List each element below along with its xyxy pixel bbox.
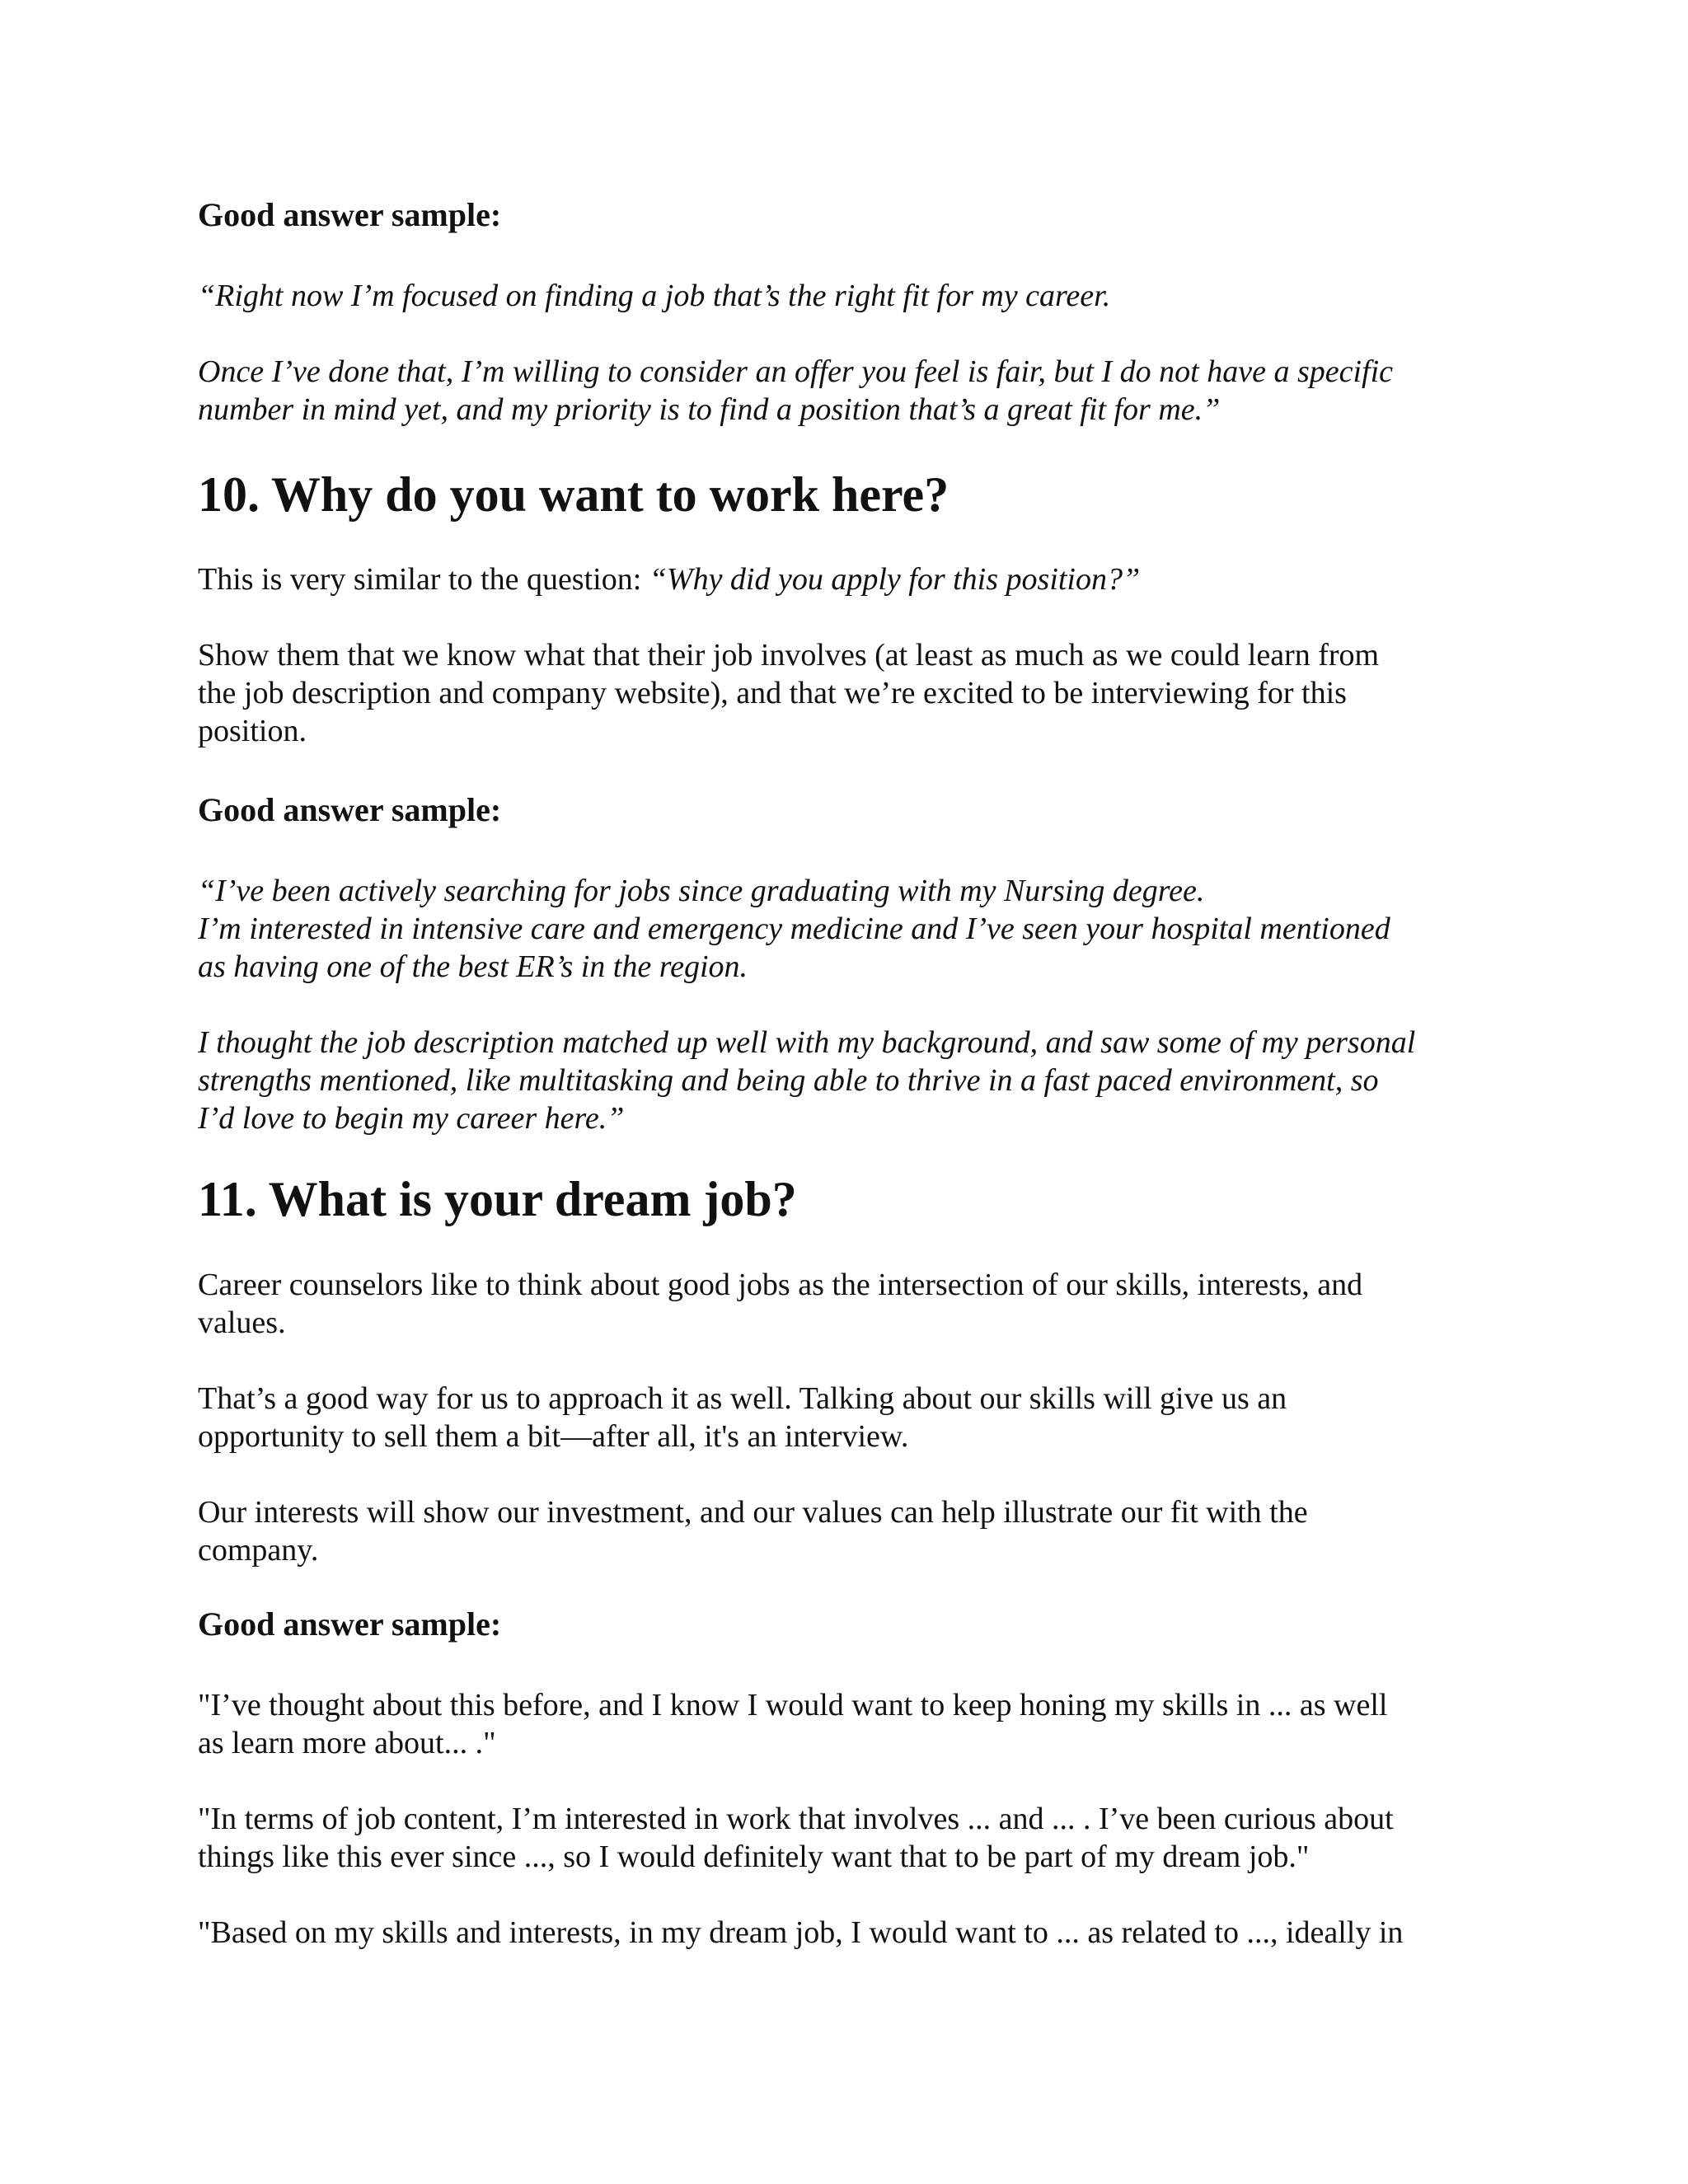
answer-line: "In terms of job content, I’m interested in work that involves ... and ... . I’ve been curious about xyxy=(198,1802,1394,1836)
good-answer-heading: Good answer sample: xyxy=(198,1605,502,1643)
body-line: Show them that we know what that their job involves (at least as much as we could learn from xyxy=(198,638,1380,673)
answer-paragraph xyxy=(198,872,1517,986)
intro-quote: “Why did you apply for this position?” xyxy=(649,562,1141,597)
body-line: company. xyxy=(198,1533,319,1568)
answer-paragraph xyxy=(198,353,1517,429)
body-paragraph xyxy=(198,560,1517,598)
body-line: That’s a good way for us to approach it as well. Talking about our skills will give us an xyxy=(198,1381,1287,1416)
question-heading: 10. Why do you want to work here? xyxy=(198,467,950,522)
question-heading: 11. What is your dream job? xyxy=(198,1172,797,1226)
answer-line: I’d love to begin my career here.” xyxy=(198,1101,625,1136)
answer-paragraph xyxy=(198,1914,1517,1952)
answer-line: number in mind yet, and my priority is to find a position that’s a great fit for me.” xyxy=(198,392,1221,427)
body-line: values. xyxy=(198,1305,286,1340)
answer-line: I thought the job description matched up well with my background, and saw some of my personal xyxy=(198,1025,1416,1060)
answer-line: I’m interested in intensive care and emergency medicine and I’ve seen your hospital mentioned xyxy=(198,912,1390,946)
body-line: position. xyxy=(198,714,307,748)
answer-line: Once I’ve done that, I’m willing to consider an offer you feel is fair, but I do not have a specific xyxy=(198,354,1394,389)
answer-line: as learn more about... ." xyxy=(198,1726,496,1760)
good-answer-heading: Good answer sample: xyxy=(198,791,502,828)
answer-paragraph xyxy=(198,277,1517,315)
body-line: the job description and company website), and that we’re excited to be interviewing for this xyxy=(198,676,1347,710)
answer-line: “Right now I’m focused on finding a job that’s the right fit for my career. xyxy=(198,279,1111,313)
answer-paragraph xyxy=(198,1686,1517,1762)
answer-line: "I’ve thought about this before, and I know I would want to keep honing my skills in ... as well xyxy=(198,1688,1388,1722)
answer-line: "Based on my skills and interests, in my dream job, I would want to ... as related to ..., ideally in xyxy=(198,1915,1404,1950)
body-paragraph xyxy=(198,636,1517,750)
body-line: Career counselors like to think about good jobs as the intersection of our skills, interests, and xyxy=(198,1268,1363,1302)
body-paragraph xyxy=(198,1493,1517,1569)
answer-line: things like this ever since ..., so I would definitely want that to be part of my dream job." xyxy=(198,1840,1310,1874)
body-paragraph xyxy=(198,1380,1517,1455)
answer-paragraph xyxy=(198,1024,1517,1137)
intro-text: This is very similar to the question: xyxy=(198,562,649,597)
body-paragraph xyxy=(198,1266,1517,1342)
answer-line: strengths mentioned, like multitasking and being able to thrive in a fast paced environment, so xyxy=(198,1063,1379,1098)
answer-line: as having one of the best ER’s in the region. xyxy=(198,949,748,984)
answer-paragraph xyxy=(198,1800,1517,1876)
good-answer-heading: Good answer sample: xyxy=(198,196,502,233)
body-line: Our interests will show our investment, and our values can help illustrate our fit with the xyxy=(198,1495,1308,1530)
answer-line: “I’ve been actively searching for jobs since graduating with my Nursing degree. xyxy=(198,874,1205,908)
body-line: opportunity to sell them a bit—after all, it's an interview. xyxy=(198,1419,909,1454)
